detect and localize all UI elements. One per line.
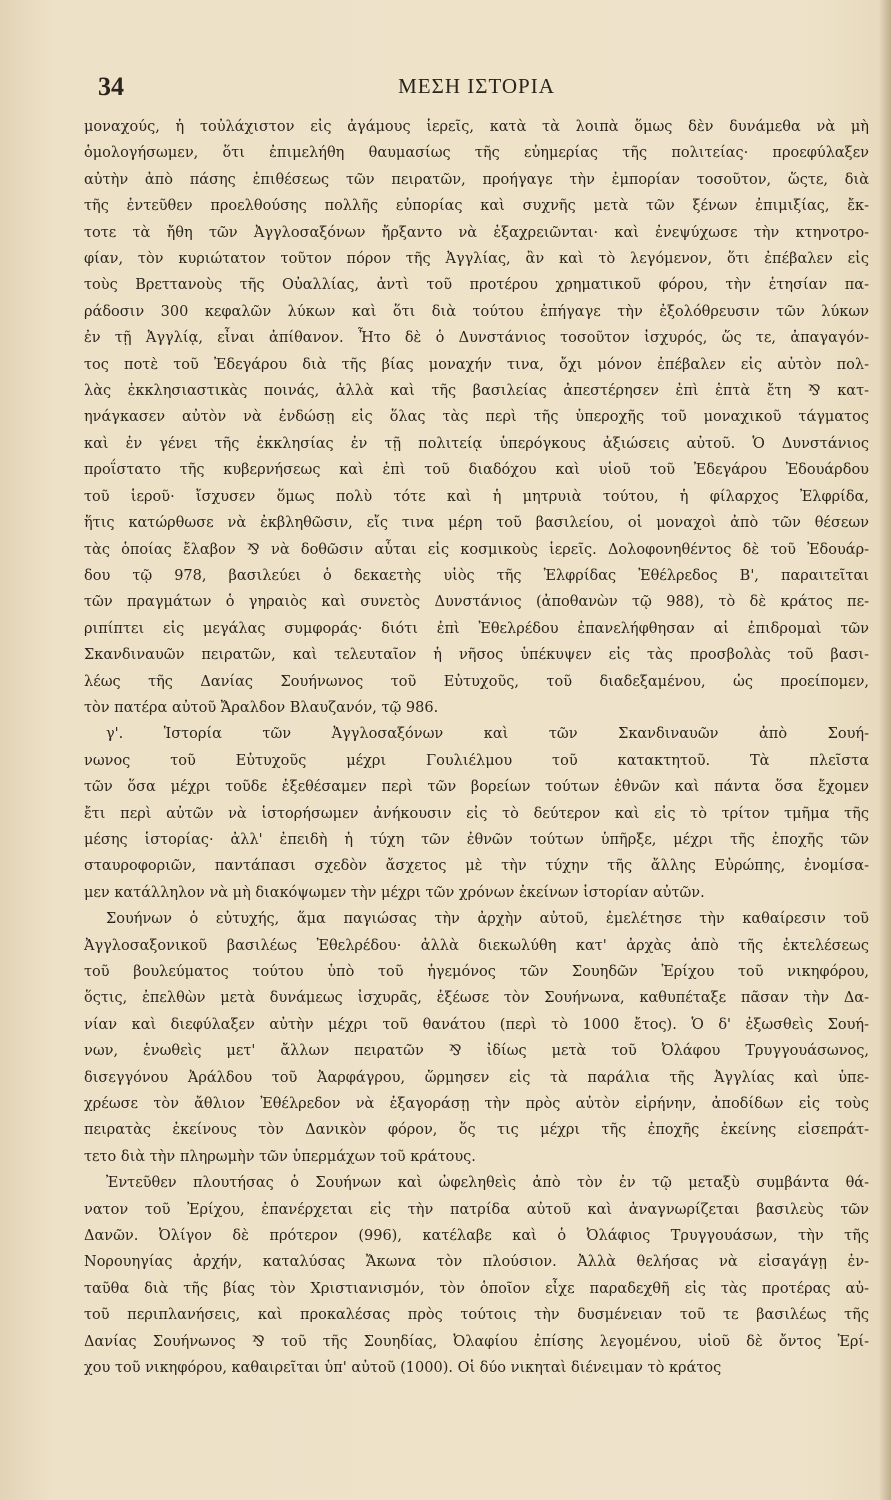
text-line: Σουήνων ὁ εὐτυχής, ἅμα παγιώσας τὴν ἀρχὴν αὐτοῦ, ἐμελέτησε τὴν καθαίρεσιν τοῦ — [106, 911, 869, 928]
text-line: τὰς ὁποίας ἔλαβον ⅋ νὰ δοθῶσιν αὗται εἰς κοσμικοὺς ἱερεῖς. Δολοφονηθέντος δὲ τοῦ Ἐδουάρ- — [84, 541, 869, 558]
text-line: τὸν πατέρα αὐτοῦ Ἄραλδον Βλαυζανόν, τῷ 986. — [84, 699, 439, 716]
text-line: Ἐντεῦθεν πλουτήσας ὁ Σουήνων καὶ ὠφεληθεὶς ἀπὸ τὸν ἐν τῷ μεταξὺ συμβάντα θά- — [106, 1175, 869, 1192]
page-edge-shadow — [879, 0, 891, 1500]
text-line: χου τοῦ νικηφόρου, καθαιρεῖται ὑπ' αὐτοῦ (1000). Οἱ δύο νικηταὶ διένειμαν τὸ κράτος — [84, 1360, 722, 1377]
text-line: σταυροφοριῶν, παντάπασι σχεδὸν ἄσχετος μὲ τὴν τύχην τῆς ἄλλης Εὐρώπης, ἐνομίσα- — [84, 858, 869, 875]
text-line: τος ποτὲ τοῦ Ἐδεγάρου διὰ τῆς βίας μοναχήν τινα, ὄχι μόνον ἐπέβαλεν εἰς αὐτὸν πολ- — [84, 356, 869, 373]
text-line: νατον τοῦ Ἐρίχου, ἐπανέρχεται εἰς τὴν πατρίδα αὐτοῦ καὶ ἀναγνωρίζεται βασιλεὺς τῶν — [84, 1201, 869, 1218]
page-number: 34 — [98, 72, 124, 101]
text-line: μεν κατάλληλον νὰ μὴ διακόψωμεν τὴν μέχρι τῶν χρόνων ἐκείνων ἱστορίαν αὐτῶν. — [84, 884, 705, 901]
text-line: Ἀγγλοσαξονικοῦ βασιλέως Ἐθελρέδου· ἀλλὰ διεκωλύθη κατ' ἀρχὰς ἀπὸ τῆς ἐκτελέσεως — [84, 937, 869, 954]
text-line: ὁμολογήσωμεν, ὅτι ἐπιμελήθη θαυμασίως τῆς εὐημερίας τῆς πολιτείας· προεφύλαξεν — [84, 145, 869, 162]
text-line: μοναχούς, ἡ τοὐλάχιστον εἰς ἀγάμους ἱερεῖς, κατὰ τὰ λοιπὰ ὅμως δὲν δυνάμεθα νὰ μὴ — [84, 119, 869, 135]
paragraph — [84, 1170, 869, 1381]
text-line: λὰς ἐκκλησιαστικὰς ποινάς, ἀλλὰ καὶ τῆς βασιλείας ἀπεστέρησεν ἐπὶ ἑπτὰ ἔτη ⅋ κατ- — [84, 383, 869, 400]
text-line: ταῦθα διὰ τῆς βίας τὸν Χριστιανισμόν, τὸν ὁποῖον εἶχε παραδεχθῆ εἰς τὰς προτέρας αὐ- — [84, 1280, 869, 1297]
text-line: νίαν καὶ διεφύλαξεν αὐτὴν μέχρι τοῦ θανάτου (περὶ τὸ 1000 ἔτος). Ὁ δ' ἐξωσθεὶς Σουή- — [84, 1016, 869, 1033]
text-line: ἔτι περὶ αὐτῶν νὰ ἱστορήσωμεν ἀνήκουσιν εἰς τὸ δεύτερον καὶ εἰς τὸ τρίτον τμῆμα τῆς — [84, 805, 869, 822]
text-line: Δανίας Σουήνωνος ⅋ τοῦ τῆς Σουηδίας, Ὀλαφίου ἐπίσης λεγομένου, υἱοῦ δὲ ὄντος Ἐρί- — [84, 1333, 869, 1350]
body-text — [84, 114, 869, 1382]
text-line: αὐτὴν ἀπὸ πάσης ἐπιθέσεως τῶν πειρατῶν, προήγαγε τὴν ἐμπορίαν τοσοῦτον, ὥςτε, διὰ — [84, 171, 869, 188]
text-line: λέως τῆς Δανίας Σουήνωνος τοῦ Εὐτυχοῦς, τοῦ διαδεξαμένου, ὡς προείπομεν, — [84, 673, 869, 690]
text-line: πειρατὰς ἐκείνους τὸν Δανικὸν φόρον, ὅς τις μέχρι τῆς ἐποχῆς ἐκείνης εἰσεπράτ- — [84, 1122, 869, 1139]
page-header — [84, 72, 869, 108]
text-line: φίαν, τὸν κυριώτατον τοῦτον πόρον τῆς Ἀγγλίας, ἂν καὶ τὸ λεγόμενον, ὅτι ἐπέβαλεν εἰς — [84, 251, 869, 268]
paragraph — [84, 114, 869, 721]
text-line: τοῦ περιπλανήσεις, καὶ προκαλέσας πρὸς τούτοις τὴν δυσμένειαν τοῦ τε βασιλέως τῆς — [84, 1307, 869, 1324]
text-line: δισεγγόνου Ἀράλδου τοῦ Ἀαρφάγρου, ὥρμησεν εἰς τὰ παράλια τῆς Ἀγγλίας καὶ ὑπε- — [84, 1069, 869, 1086]
text-line: νων, ἑνωθεὶς μετ' ἄλλων πειρατῶν ⅋ ἰδίως μετὰ τοῦ Ὀλάφου Τρυγγουάσωνος, — [84, 1043, 869, 1060]
text-line: τῶν πραγμάτων ὁ γηραιὸς καὶ συνετὸς Δυνστάνιος (ἀποθανὼν τῷ 988), τὸ δὲ κράτος πε- — [84, 594, 869, 611]
text-line: τῶν ὅσα μέχρι τοῦδε ἐξεθέσαμεν περὶ τῶν βορείων τούτων ἐθνῶν καὶ πάντα ὅσα ἔχομεν — [84, 779, 869, 796]
text-line: καὶ ἐν γένει τῆς ἐκκλησίας ἐν τῇ πολιτείᾳ ὑπερόγκους ἀξιώσεις αὐτοῦ. Ὁ Δυνστάνιος — [84, 435, 869, 452]
text-line: ράδοσιν 300 κεφαλῶν λύκων καὶ ὅτι διὰ τούτου ἐπήγαγε τὴν ἐξολόθρευσιν τῶν λύκων — [84, 303, 869, 320]
text-line: μέσης ἱστορίας· ἀλλ' ἐπειδὴ ἡ τύχη τῶν ἐθνῶν τούτων ὑπῆρξε, μέχρι τῆς ἐποχῆς τῶν — [84, 831, 869, 848]
paragraph — [84, 906, 869, 1170]
text-line: Δανῶν. Ὀλίγον δὲ πρότερον (996), κατέλαβε καὶ ὁ Ὀλάφιος Τρυγγουάσων, τὴν τῆς — [84, 1228, 869, 1245]
text-line: γ'. Ἱστορία τῶν Ἀγγλοσαξόνων καὶ τῶν Σκανδιναυῶν ἀπὸ Σουή- — [106, 726, 869, 743]
text-line: τοτε τὰ ἤθη τῶν Ἀγγλοσαξόνων ἤρξαντο νὰ ἐξαχρειῶνται· καὶ ἐνεψύχωσε τὴν κτηνοτρο- — [84, 224, 869, 241]
paragraph — [84, 721, 869, 906]
text-line: χρέωσε τὸν ἄθλιον Ἐθέλρεδον νὰ ἐξαγοράσῃ τὴν πρὸς αὐτὸν εἰρήνην, ἀποδίδων εἰς τοὺς — [84, 1096, 869, 1113]
text-line: προΐστατο τῆς κυβερνήσεως καὶ ἐπὶ τοῦ διαδόχου καὶ υἱοῦ τοῦ Ἐδεγάρου Ἐδουάρδου — [84, 462, 869, 479]
running-title: ΜΕΣΗ ΙΣΤΟΡΙΑ — [398, 74, 555, 98]
text-line: τοῦ ἱεροῦ· ἴσχυσεν ὅμως πολὺ τότε καὶ ἡ μητρυιὰ τούτου, ἡ φίλαρχος Ἐλφρίδα, — [84, 488, 869, 505]
text-line: δου τῷ 978, βασιλεύει ὁ δεκαετὴς υἱὸς τῆς Ἐλφρίδας Ἐθέλρεδος Β', παραιτεῖται — [84, 567, 869, 584]
text-line: ριπίπτει εἰς μεγάλας συμφοράς· διότι ἐπὶ Ἐθελρέδου ἐπανελήφθησαν αἱ ἐπιδρομαὶ τῶν — [84, 620, 869, 637]
text-line: Σκανδιναυῶν πειρατῶν, καὶ τελευταῖον ἡ νῆσος ὑπέκυψεν εἰς τὰς προσβολὰς τοῦ βασι- — [84, 647, 869, 664]
text-line: ὅςτις, ἐπελθὼν μετὰ δυνάμεως ἰσχυρᾶς, ἐξέωσε τὸν Σουήνωνα, καθυπέταξε πᾶσαν τὴν Δα- — [84, 990, 869, 1007]
text-line: νωνος τοῦ Εὐτυχοῦς μέχρι Γουλιέλμου τοῦ κατακτητοῦ. Τὰ πλεῖστα — [84, 752, 869, 769]
text-line: ἥτις κατώρθωσε νὰ ἐκβληθῶσιν, εἴς τινα μέρη τοῦ βασιλείου, οἱ μοναχοὶ ἀπὸ τῶν θέσεων — [84, 515, 869, 532]
text-line: τετο διὰ τὴν πληρωμὴν τῶν ὑπερμάχων τοῦ κράτους. — [84, 1148, 476, 1165]
text-line: τοὺς Βρεττανοὺς τῆς Οὐαλλίας, ἀντὶ τοῦ προτέρου χρηματικοῦ φόρου, τὴν ἐτησίαν πα- — [84, 277, 869, 294]
text-line: ἐν τῇ Ἀγγλίᾳ, εἶναι ἀπίθανον. Ἦτο δὲ ὁ Δυνστάνιος τοσοῦτον ἰσχυρός, ὥς τε, ἀπαγαγόν- — [84, 330, 869, 347]
text-line: Νορουηγίας ἀρχήν, καταλύσας Ἄκωνα τὸν πλούσιον. Ἀλλὰ θελήσας νὰ εἰσαγάγῃ ἐν- — [84, 1254, 869, 1271]
text-line: τῆς ἐντεῦθεν προελθούσης πολλῆς εὐπορίας καὶ συχνῆς μετὰ τῶν ξένων ἐπιμιξίας, ἔκ- — [84, 198, 869, 215]
text-line: ηνάγκασεν αὐτὸν νὰ ἐνδώσῃ εἰς ὅλας τὰς περὶ τῆς ὑπεροχῆς τοῦ μοναχικοῦ τάγματος — [84, 409, 869, 426]
text-line: τοῦ βουλεύματος τούτου ὑπὸ τοῦ ἡγεμόνος τῶν Σουηδῶν Ἐρίχου τοῦ νικηφόρου, — [84, 964, 869, 980]
